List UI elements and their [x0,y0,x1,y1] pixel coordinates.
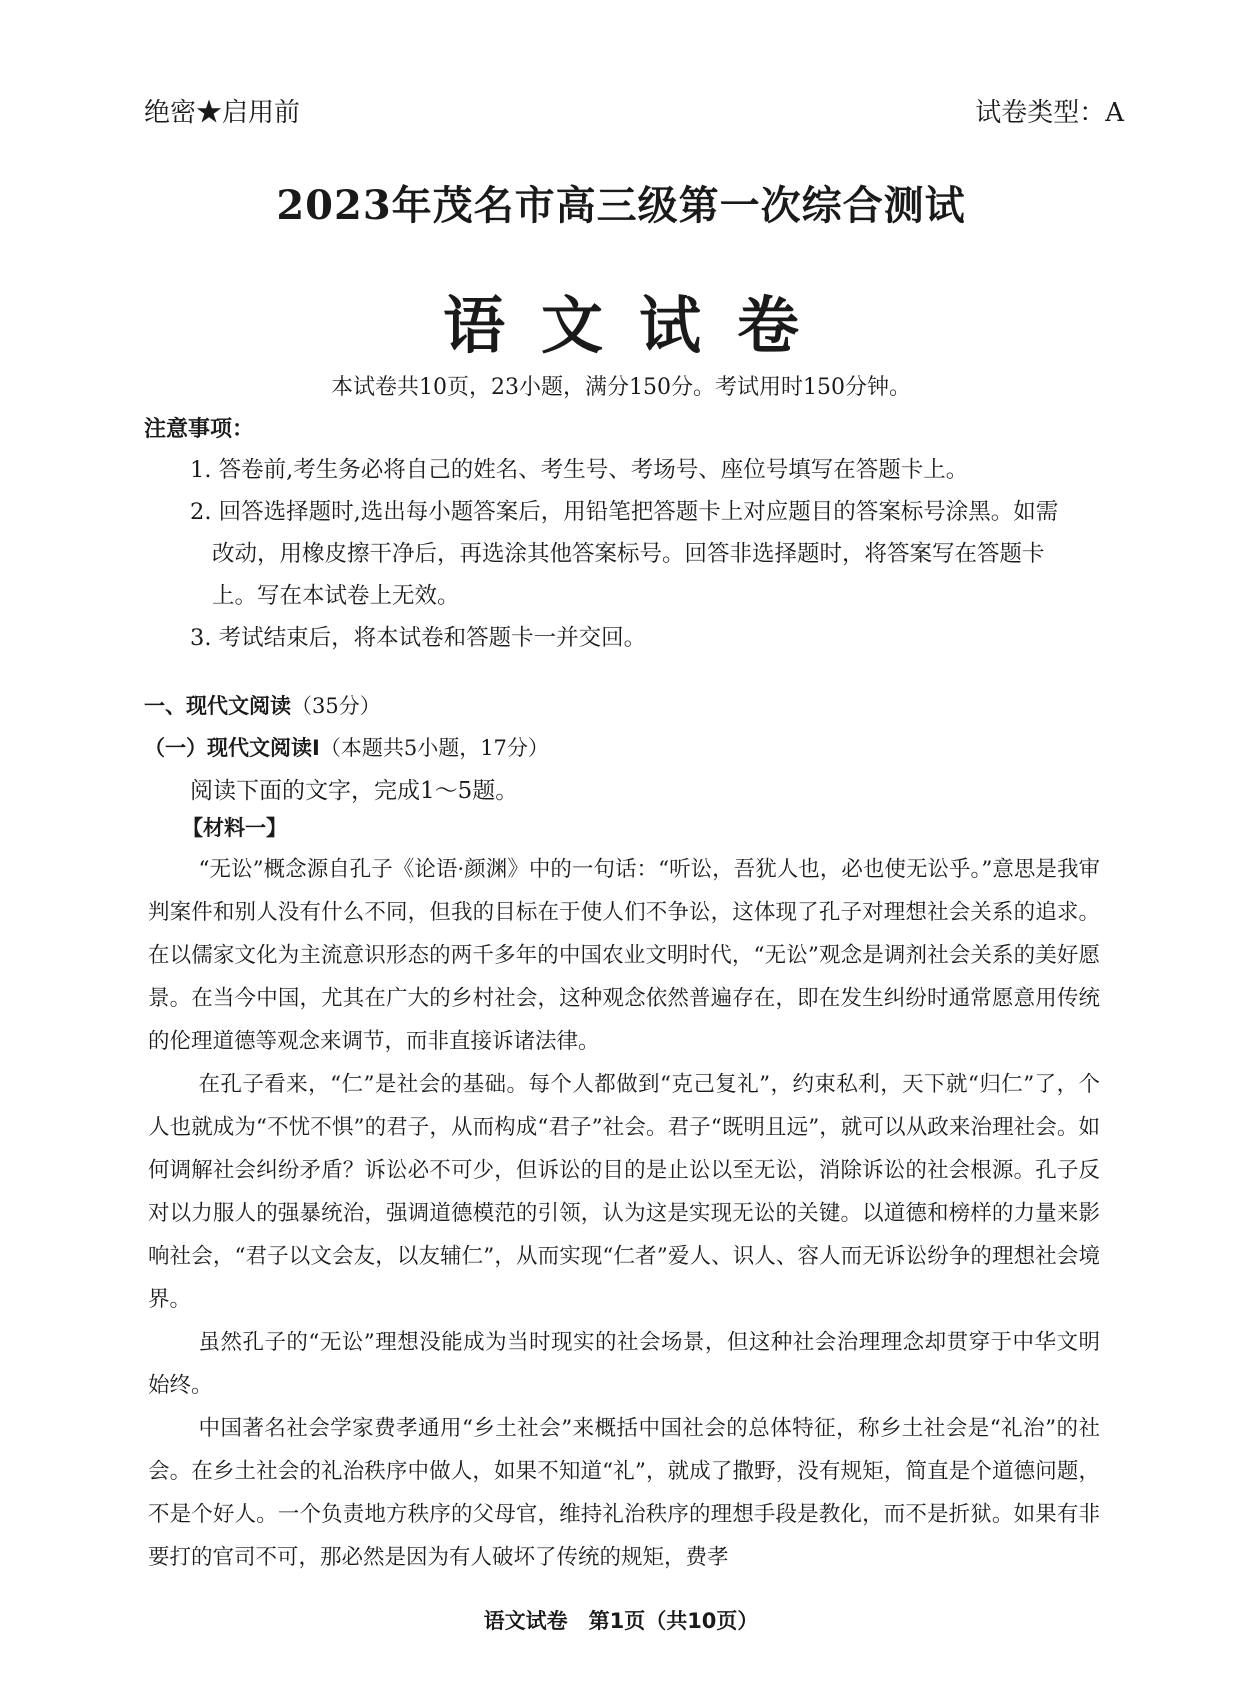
section-heading [144,690,381,720]
notice-item-1: 1. 答卷前,考生务必将自己的姓名、考生号、考场号、座位号填写在答题卡上。 [190,457,969,483]
passage-paragraph-4: 中国著名社会学家费孝通用“乡土社会”来概括中国社会的总体特征，称乡土社会是“礼治”的社会。在乡土社会的礼治秩序中做人，如果不知道“礼”，就成了撒野，没有规矩，简直是个道德问题，不是个好人。一个负责地方秩序的父母官，维持礼治秩序的理想手段是教化，而不是折狱。如果有非要打的官司不可，那必然是因为有人破坏了传统的规矩，费孝 [148,1416,1100,1570]
material-label: 【材料一】 [182,816,287,840]
notice-item-2-line-2: 改动，用橡皮擦干净后，再选涂其他答案标号。回答非选择题时，将答案写在答题卡 [212,541,1045,567]
passage-paragraph-2: 在孔子看来，“仁”是社会的基础。每个人都做到“克己复礼”，约束私利，天下就“归仁”了，个人也就成为“不忧不惧”的君子，从而构成“君子”社会。君子“既明且远”，就可以从政来治理社会。如何调解社会纠纷矛盾？诉讼必不可少，但诉讼的目的是止讼以至无讼，消除诉讼的社会根源。孔子反对以力服人的强暴统治，强调道德模范的引领，认为这是实现无讼的关键。以道德和榜样的力量来影响社会，“君子以文会友，以友辅仁”，从而实现“仁者”爱人、识人、容人而无诉讼纷争的理想社会境界。 [148,1072,1100,1312]
exam-summary: 本试卷共10页，23小题，满分150分。考试用时150分钟。 [331,375,911,400]
reading-passage [148,848,1100,1579]
paper-title: 语文试卷 [442,289,835,362]
passage-paragraph-1: “无讼”概念源自孔子《论语·颜渊》中的一句话：“听讼，吾犹人也，必也使无讼乎。”意思是我审判案件和别人没有什么不同，但我的目标在于使人们不争讼，这体现了孔子对理想社会关系的追求。在以儒家文化为主流意识形态的两千多年的中国农业文明时代，“无讼”观念是调剂社会关系的美好愿景。在当今中国，尤其在广大的乡村社会，这种观念依然普遍存在，即在发生纠纷时通常愿意用传统的伦理道德等观念来调节，而非直接诉诸法律。 [148,857,1100,1054]
exam-title: 2023年茂名市高三级第一次综合测试 [276,182,966,229]
sub-section-heading-text: （一）现代文阅读Ⅰ [144,736,320,760]
page-footer: 语文试卷 第1页（共10页） [483,1609,759,1633]
notice-item-3: 3. 考试结束后，将本试卷和答题卡一并交回。 [190,625,647,651]
sub-section-heading [144,732,549,762]
notice-heading: 注意事项： [144,417,255,442]
reading-instruction: 阅读下面的文字，完成1～5题。 [190,778,519,804]
notice-item-2-line-3: 上。写在本试卷上无效。 [212,583,460,609]
passage-paragraph-3: 虽然孔子的“无讼”理想没能成为当时现实的社会场景，但这种社会治理理念却贯穿于中华文明始终。 [148,1330,1100,1398]
sub-section-heading-info: （本题共5小题，17分） [319,736,549,760]
paper-type-label: 试卷类型：A [975,98,1124,128]
section-heading-text: 一、现代文阅读 [144,694,291,718]
section-heading-score: （35分） [291,694,381,718]
confidential-mark: 绝密★启用前 [144,98,301,128]
notice-item-2-line-1: 2. 回答选择题时,选出每小题答案后，用铅笔把答题卡上对应题目的答案标号涂黑。如需 [190,499,1059,525]
